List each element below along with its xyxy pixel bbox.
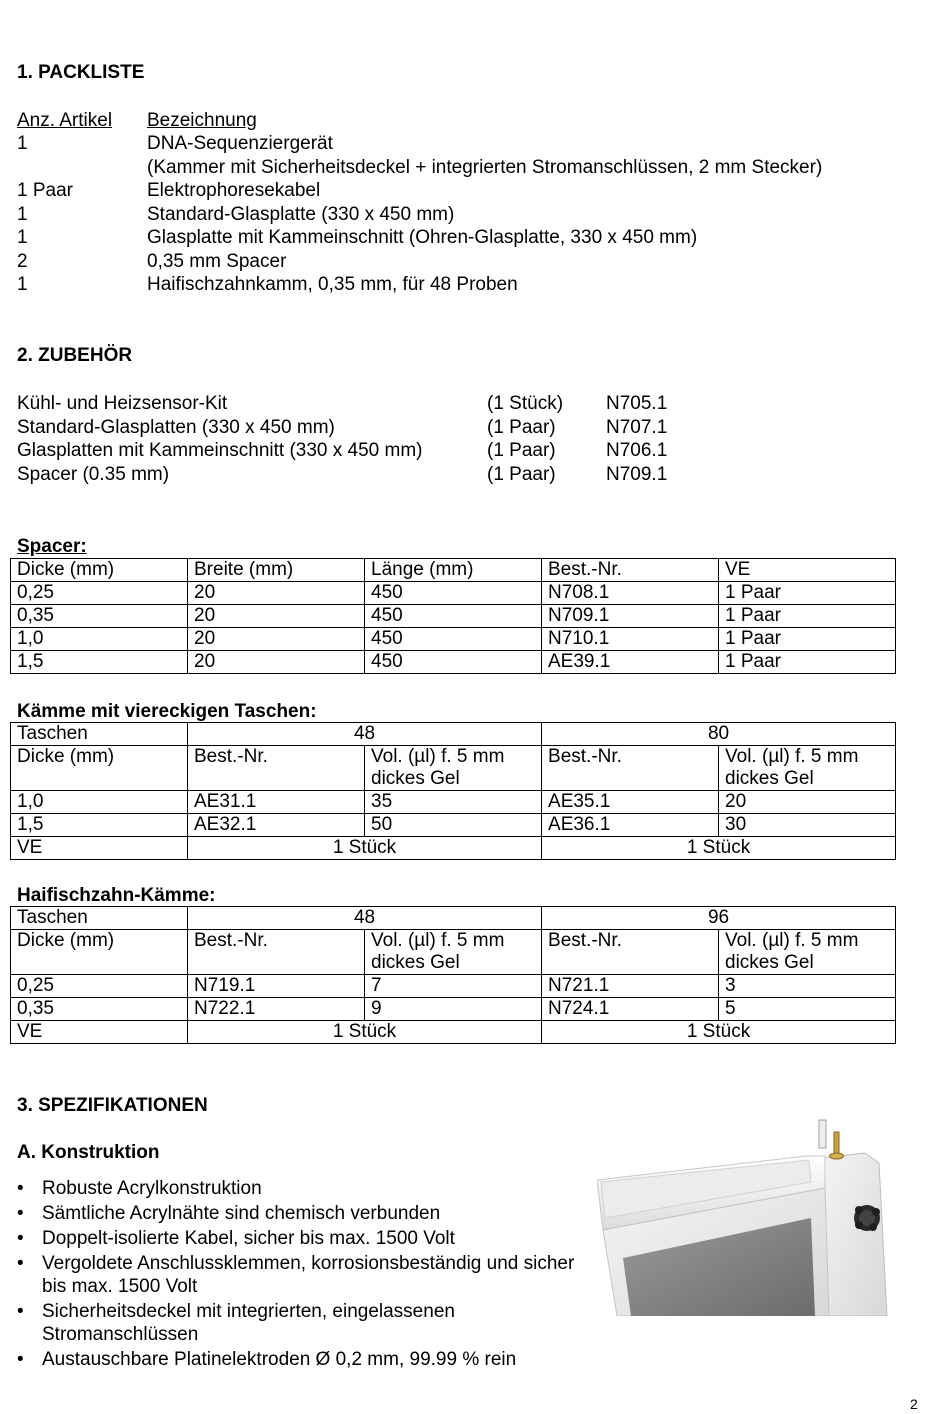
bullet-text: Doppelt-isolierte Kabel, sicher bis max. 1500 Volt [42,1228,455,1249]
table-row [11,998,896,1021]
hai-cell: 0,25 [11,975,188,998]
kaemme-cell: 35 [365,791,542,814]
packliste-col-desc: Bezeichnung [147,110,257,131]
hai-header-cell [11,930,188,975]
hai-header-line2: dickes Gel [371,952,460,973]
hai-cell: N722.1 [188,998,365,1021]
hai-header-row [11,930,896,975]
hai-header-line1: Best.-Nr. [548,930,622,951]
packliste-qty: 1 [17,133,28,154]
kaemme-header-line1: Vol. (µl) f. 5 mm [371,746,505,767]
spacer-cell: N709.1 [542,605,719,628]
table-row [11,628,896,651]
kaemme-table-title: Kämme mit viereckigen Taschen: [17,701,317,722]
zubehoer-name: Kühl- und Heizsensor-Kit [17,393,228,414]
kaemme-cell: AE31.1 [188,791,365,814]
kaemme-cell: 1,0 [11,791,188,814]
bullet-text: Austauschbare Platinelektroden Ø 0,2 mm, 99.99 % rein [42,1349,517,1370]
hai-header-line1: Vol. (µl) f. 5 mm [371,930,505,951]
section-title-zubehoer: 2. ZUBEHÖR [17,345,133,366]
table-row [11,582,896,605]
spacer-header-row [11,559,896,582]
spacer-header-cell: VE [719,559,896,582]
zubehoer-order-number: N709.1 [606,463,668,485]
spacer-cell: 450 [365,605,542,628]
kaemme-ve-a: 1 Stück [188,837,542,860]
packliste-qty: 1 [17,274,28,295]
hai-ve-label: VE [11,1021,188,1044]
table-row [11,814,896,837]
page-number: 2 [910,1396,918,1412]
kaemme-cell: 20 [719,791,896,814]
hai-cell: N721.1 [542,975,719,998]
hai-header-line1: Dicke (mm) [17,930,115,951]
hai-header-line1: Vol. (µl) f. 5 mm [725,930,859,951]
subsection-title-konstruktion: A. Konstruktion [17,1142,160,1163]
kaemme-header-line1: Dicke (mm) [17,746,115,767]
hai-table-title: Haifischzahn-Kämme: [17,885,216,906]
kaemme-header-cell [188,746,365,791]
section-title-spezifikationen: 3. SPEZIFIKATIONEN [17,1095,208,1116]
spacer-cell: 1 Paar [719,605,896,628]
list-item [17,1227,587,1250]
hai-ve-b: 1 Stück [542,1021,896,1044]
hai-taschen-a: 48 [188,907,542,930]
zubehoer-qty: (1 Paar) [487,463,556,485]
spacer-cell: 20 [188,605,365,628]
hai-header-line2: dickes Gel [725,952,814,973]
bullet-text: Sämtliche Acrylnähte sind chemisch verbunden [42,1203,441,1224]
kaemme-header-line1: Vol. (µl) f. 5 mm [725,746,859,767]
packliste-qty: 1 [17,203,28,225]
bullet-text: Sicherheitsdeckel mit integrierten, eingelassenen Stromanschlüssen [42,1301,455,1345]
list-item [17,1348,587,1371]
spacer-cell: 1 Paar [719,628,896,651]
kaemme-cell: 1,5 [11,814,188,837]
hai-cell: 5 [719,998,896,1021]
kaemme-header-line2: dickes Gel [371,768,460,789]
table-row [11,651,896,674]
kaemme-table [10,722,896,860]
spacer-cell: AE39.1 [542,651,719,674]
zubehoer-name: Spacer (0.35 mm) [17,463,170,485]
spacer-cell: 1 Paar [719,651,896,674]
spacer-cell: 1,0 [11,628,188,651]
konstruktion-bullet-list [17,1177,587,1373]
spacer-cell: 1,5 [11,651,188,674]
hai-table [10,906,896,1044]
packliste-desc: Haifischzahnkamm, 0,35 mm, für 48 Proben [147,274,518,295]
zubehoer-qty: (1 Stück) [487,393,564,414]
packliste-qty: 2 [17,250,28,272]
packliste-desc: Standard-Glasplatte (330 x 450 mm) [147,203,455,225]
kaemme-taschen-row [11,723,896,746]
zubehoer-order-number: N705.1 [606,393,668,414]
kaemme-taschen-label: Taschen [11,723,188,746]
hai-cell: 3 [719,975,896,998]
packliste-qty: 1 Paar [17,180,73,201]
packliste-col-qty: Anz. Artikel [17,110,113,131]
hai-ve-row [11,1021,896,1044]
packliste-desc: Elektrophoresekabel [147,180,321,201]
hai-header-cell [188,930,365,975]
spacer-cell: N710.1 [542,628,719,651]
packliste-qty: 1 [17,227,28,248]
spacer-cell: 450 [365,582,542,605]
list-item [17,1202,587,1225]
spacer-header-cell: Länge (mm) [365,559,542,582]
spacer-header-cell: Dicke (mm) [11,559,188,582]
kaemme-ve-b: 1 Stück [542,837,896,860]
hai-taschen-row [11,907,896,930]
table-row [11,975,896,998]
zubehoer-qty: (1 Paar) [487,416,556,438]
spacer-cell: 20 [188,651,365,674]
bullet-text: Vergoldete Anschlussklemmen, korrosionsbeständig und sicher bis max. 1500 Volt [42,1253,575,1297]
packliste-desc: 0,35 mm Spacer [147,250,287,272]
kaemme-ve-label: VE [11,837,188,860]
hai-header-cell [719,930,896,975]
table-row [11,605,896,628]
section-title-packliste: 1. PACKLISTE [17,62,145,83]
list-item [17,1252,587,1298]
kaemme-cell: 50 [365,814,542,837]
zubehoer-name: Glasplatten mit Kammeinschnitt (330 x 450 mm) [17,440,423,461]
bullet-icon: • [17,1253,24,1274]
bullet-icon: • [17,1203,24,1224]
hai-header-cell [542,930,719,975]
spacer-cell: 20 [188,628,365,651]
list-item [17,1300,587,1346]
spacer-header-cell: Best.-Nr. [542,559,719,582]
hai-taschen-label: Taschen [11,907,188,930]
zubehoer-order-number: N707.1 [606,416,668,438]
packliste-desc: DNA-Sequenziergerät [147,133,333,154]
hai-header-line1: Best.-Nr. [194,930,268,951]
spacer-cell: 1 Paar [719,582,896,605]
kaemme-cell: AE36.1 [542,814,719,837]
hai-header-cell [365,930,542,975]
kaemme-header-cell [542,746,719,791]
hai-cell: 7 [365,975,542,998]
hai-ve-a: 1 Stück [188,1021,542,1044]
spacer-cell: 0,25 [11,582,188,605]
apparatus-image [597,1118,889,1316]
kaemme-taschen-a: 48 [188,723,542,746]
spacer-table [10,558,896,674]
zubehoer-qty: (1 Paar) [487,440,556,461]
table-row [11,791,896,814]
kaemme-ve-row [11,837,896,860]
product-photo [597,1118,889,1316]
spacer-cell: 450 [365,628,542,651]
hai-taschen-b: 96 [542,907,896,930]
hai-cell: N719.1 [188,975,365,998]
kaemme-header-cell [719,746,896,791]
list-item [17,1177,587,1200]
spacer-header-cell: Breite (mm) [188,559,365,582]
packliste-desc: (Kammer mit Sicherheitsdeckel + integrierten Stromanschlüssen, 2 mm Stecker) [147,156,823,178]
kaemme-taschen-b: 80 [542,723,896,746]
zubehoer-order-number: N706.1 [606,440,668,461]
bullet-text: Robuste Acrylkonstruktion [42,1178,262,1199]
kaemme-header-line2: dickes Gel [725,768,814,789]
kaemme-cell: AE35.1 [542,791,719,814]
spacer-table-title: Spacer: [17,536,87,557]
kaemme-cell: AE32.1 [188,814,365,837]
spacer-cell: 20 [188,582,365,605]
kaemme-header-line1: Best.-Nr. [194,746,268,767]
spacer-cell: N708.1 [542,582,719,605]
spacer-cell: 450 [365,651,542,674]
kaemme-header-cell [11,746,188,791]
hai-cell: 9 [365,998,542,1021]
zubehoer-name: Standard-Glasplatten (330 x 450 mm) [17,416,335,438]
kaemme-cell: 30 [719,814,896,837]
packliste-desc: Glasplatte mit Kammeinschnitt (Ohren-Glasplatte, 330 x 450 mm) [147,227,698,248]
kaemme-header-line1: Best.-Nr. [548,746,622,767]
hai-cell: 0,35 [11,998,188,1021]
kaemme-header-cell [365,746,542,791]
bullet-icon: • [17,1178,24,1199]
bullet-icon: • [17,1228,24,1249]
kaemme-header-row [11,746,896,791]
hai-cell: N724.1 [542,998,719,1021]
spacer-cell: 0,35 [11,605,188,628]
bullet-icon: • [17,1301,24,1322]
bullet-icon: • [17,1349,24,1370]
